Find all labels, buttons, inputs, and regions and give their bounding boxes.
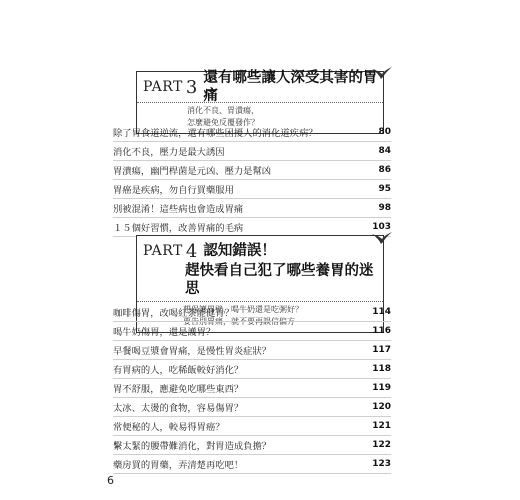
part-4-heading-row bbox=[137, 236, 383, 262]
toc-entry-title: 有胃病的人，吃稀飯較好消化？ bbox=[113, 365, 244, 376]
toc-entry-title: 早餐喝豆漿會胃痛，是慢性胃炎症狀？ bbox=[113, 346, 272, 357]
toc-entry-title: 常便秘的人，較易得胃癌？ bbox=[113, 422, 225, 433]
toc-entry-title: 繫太緊的腰帶難消化，對胃造成負擔？ bbox=[113, 441, 272, 452]
toc-entry-title: 太冰、太燙的食物，容易傷胃？ bbox=[113, 403, 244, 414]
toc-entry-title: 消化不良，壓力是最大誘因 bbox=[113, 147, 225, 158]
toc-entry[interactable] bbox=[113, 123, 391, 142]
part-number: 3 bbox=[185, 76, 198, 98]
toc-entry[interactable] bbox=[113, 161, 391, 180]
part-label: PART bbox=[143, 243, 183, 259]
toc-entry-page: 121 bbox=[372, 421, 391, 431]
toc-entry-page: 86 bbox=[378, 165, 391, 175]
subtitle-line: 要告別胃痛，就不要再誤信偏方 bbox=[183, 317, 295, 326]
toc-entry[interactable] bbox=[113, 341, 391, 360]
toc-entry-title: 胃不舒服，應避免吃哪些東西？ bbox=[113, 384, 244, 395]
toc-entry[interactable] bbox=[113, 322, 391, 341]
part-3-heading-row bbox=[137, 72, 383, 102]
toc-entry-page: 84 bbox=[378, 146, 391, 156]
toc-entry[interactable] bbox=[113, 303, 391, 322]
toc-entry-title: 胃潰瘍，幽門桿菌是元凶、壓力是幫凶 bbox=[113, 166, 272, 177]
toc-entry-page: 98 bbox=[378, 203, 391, 213]
toc-entry[interactable] bbox=[113, 379, 391, 398]
toc-entry[interactable] bbox=[113, 142, 391, 161]
toc-entry-page: 103 bbox=[372, 222, 391, 232]
toc-entry-title: 喝牛奶傷胃，還是護胃？ bbox=[113, 327, 216, 338]
part-label: PART bbox=[143, 79, 183, 95]
toc-entry-title: 別被混淆！這些病也會造成胃痛 bbox=[113, 204, 244, 215]
toc-entry[interactable] bbox=[113, 199, 391, 218]
part-3-title: 還有哪些讓人深受其害的胃痛 bbox=[203, 70, 378, 104]
toc-entry-title: １５個好習慣，改善胃痛的毛病 bbox=[113, 223, 244, 234]
toc-entry-title: 藥房買的胃藥，弄清楚再吃吧！ bbox=[113, 460, 244, 471]
page-number: 6 bbox=[107, 474, 114, 487]
toc-entry-page: 119 bbox=[372, 383, 391, 393]
subtitle-line: 想保護胃壁，喝牛奶還是吃粥好？ bbox=[183, 305, 303, 314]
toc-entry[interactable] bbox=[113, 455, 391, 474]
swallow-bird-icon bbox=[371, 66, 393, 80]
part-3-toc bbox=[113, 123, 391, 237]
toc-entry-page: 80 bbox=[378, 127, 391, 137]
part-number: 4 bbox=[185, 240, 198, 262]
toc-entry-page: 114 bbox=[372, 307, 391, 317]
swallow-bird-icon bbox=[371, 231, 393, 245]
toc-entry-page: 120 bbox=[372, 402, 391, 412]
toc-entry-title: 除了胃食道逆流，還有哪些困擾人的消化道疾病？ bbox=[113, 128, 318, 139]
toc-entry-page: 122 bbox=[372, 440, 391, 450]
toc-entry-page: 117 bbox=[372, 345, 391, 355]
toc-entry[interactable] bbox=[113, 360, 391, 379]
toc-entry[interactable] bbox=[113, 398, 391, 417]
subtitle-line: 怎麼避免反覆發作？ bbox=[187, 118, 259, 127]
part-4-title-line2: 趕快看自己犯了哪些養胃的迷思 bbox=[185, 263, 374, 297]
toc-entry-page: 123 bbox=[372, 459, 391, 469]
toc-entry-page: 95 bbox=[378, 184, 391, 194]
toc-entry-page: 116 bbox=[372, 326, 391, 336]
toc-entry[interactable] bbox=[113, 417, 391, 436]
toc-entry-title: 胃癌是疾病，勿自行買藥服用 bbox=[113, 185, 234, 196]
toc-entry[interactable] bbox=[113, 436, 391, 455]
part-4-title-line1: 認知錯誤！ bbox=[203, 243, 276, 259]
toc-entry-title: 咖啡傷胃，改喝紅茶能健胃？ bbox=[113, 308, 234, 319]
toc-entry-page: 118 bbox=[372, 364, 391, 374]
part-4-toc bbox=[113, 303, 391, 474]
subtitle-line: 消化不良、胃潰瘍， bbox=[187, 106, 259, 115]
toc-entry[interactable] bbox=[113, 180, 391, 199]
